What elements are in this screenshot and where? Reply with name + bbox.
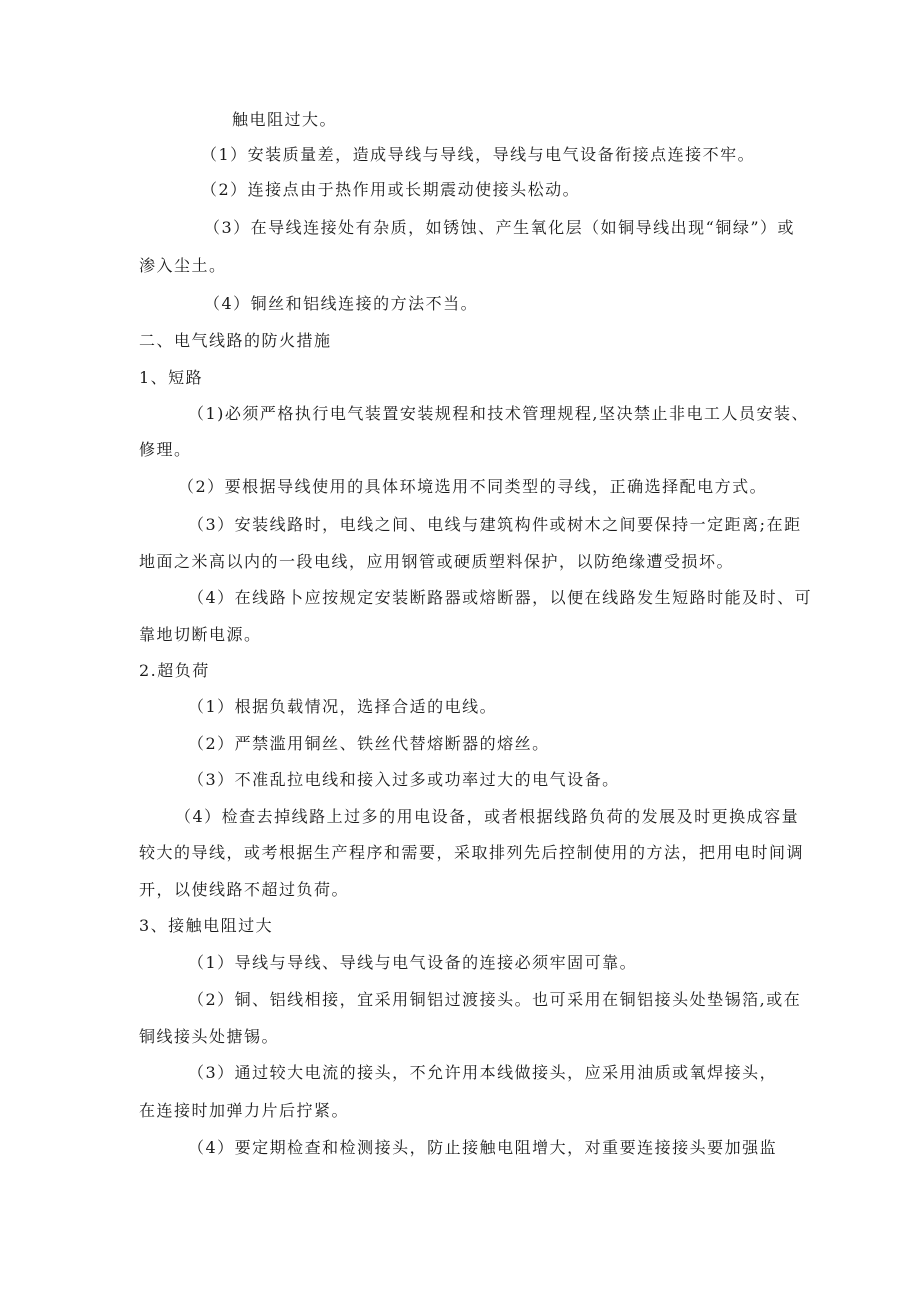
text-line: 地面之米高以内的一段电线，应用钢管或硬质塑料保护，以防绝缘遭受损坏。 (139, 552, 735, 571)
text-line: （4）检查去掉线路上过多的用电设备，或者根据线路负荷的发展及时更换成容量 (175, 807, 800, 826)
text-line: 渗入尘土。 (139, 256, 227, 275)
text-line: 开，以使线路不超过负荷。 (139, 880, 350, 899)
text-line: （4）要定期检查和检测接头，防止接触电阻增大，对重要连接接头要加强监 (188, 1138, 778, 1157)
text-line: 触电阻过大。 (232, 110, 338, 129)
text-line: 靠地切断电源。 (139, 625, 262, 644)
subsection-heading: 3、接触电阻过大 (139, 916, 274, 935)
text-line: 铜线接头处搪锡。 (139, 1027, 280, 1046)
text-line: （4）在线路卜应按规定安装断路器或熔断器，以便在线路发生短路时能及时、可 (188, 588, 813, 607)
text-line: （2）要根据导线使用的具体环境选用不同类型的寻线，正确选择配电方式。 (178, 477, 768, 496)
text-line: （1)必须严格执行电气装置安装规程和技术管理规程,坚决禁止非电工人员安装、 (188, 404, 810, 423)
subsection-heading: 1、短路 (139, 368, 204, 387)
section-heading: 二、电气线路的防火措施 (139, 331, 332, 350)
text-line: （3）安装线路时，电线之间、电线与建筑构件或树木之间要保持一定距离;在距 (188, 515, 802, 534)
text-line: （1）安装质量差，造成导线与导线，导线与电气设备衔接点连接不牢。 (201, 145, 756, 164)
text-line: （4）铜丝和铝线连接的方法不当。 (204, 294, 479, 313)
text-line: 修理。 (139, 440, 192, 459)
text-line: （2）铜、铝线相接，宜采用铜铝过渡接头。也可采用在铜铝接头处垫锡箔,或在 (188, 990, 802, 1009)
text-line: （1）导线与导线、导线与电气设备的连接必须牢固可靠。 (188, 953, 638, 972)
text-line: （3）不准乱拉电线和接入过多或功率过大的电气设备。 (188, 770, 620, 789)
text-line: （2）严禁滥用铜丝、铁丝代替熔断器的熔丝。 (188, 734, 550, 753)
text-line: 较大的导线，或考根据生产程序和需要，采取排列先后控制使用的方法，把用电时间调 (139, 843, 805, 862)
text-line: （3）通过较大电流的接头，不允许用本线做接头，应采用油质或氧焊接头， (188, 1063, 778, 1082)
text-line: 在连接时加弹力片后拧紧。 (139, 1101, 350, 1120)
text-line: （1）根据负载情况，选择合适的电线。 (188, 697, 498, 716)
text-line: （3）在导线连接处有杂质，如锈蚀、产生氧化层（如铜导线出现“铜绿”）或 (204, 218, 796, 237)
text-line: （2）连接点由于热作用或长期震动使接头松动。 (201, 180, 581, 199)
subsection-heading: 2.超负荷 (139, 661, 210, 680)
